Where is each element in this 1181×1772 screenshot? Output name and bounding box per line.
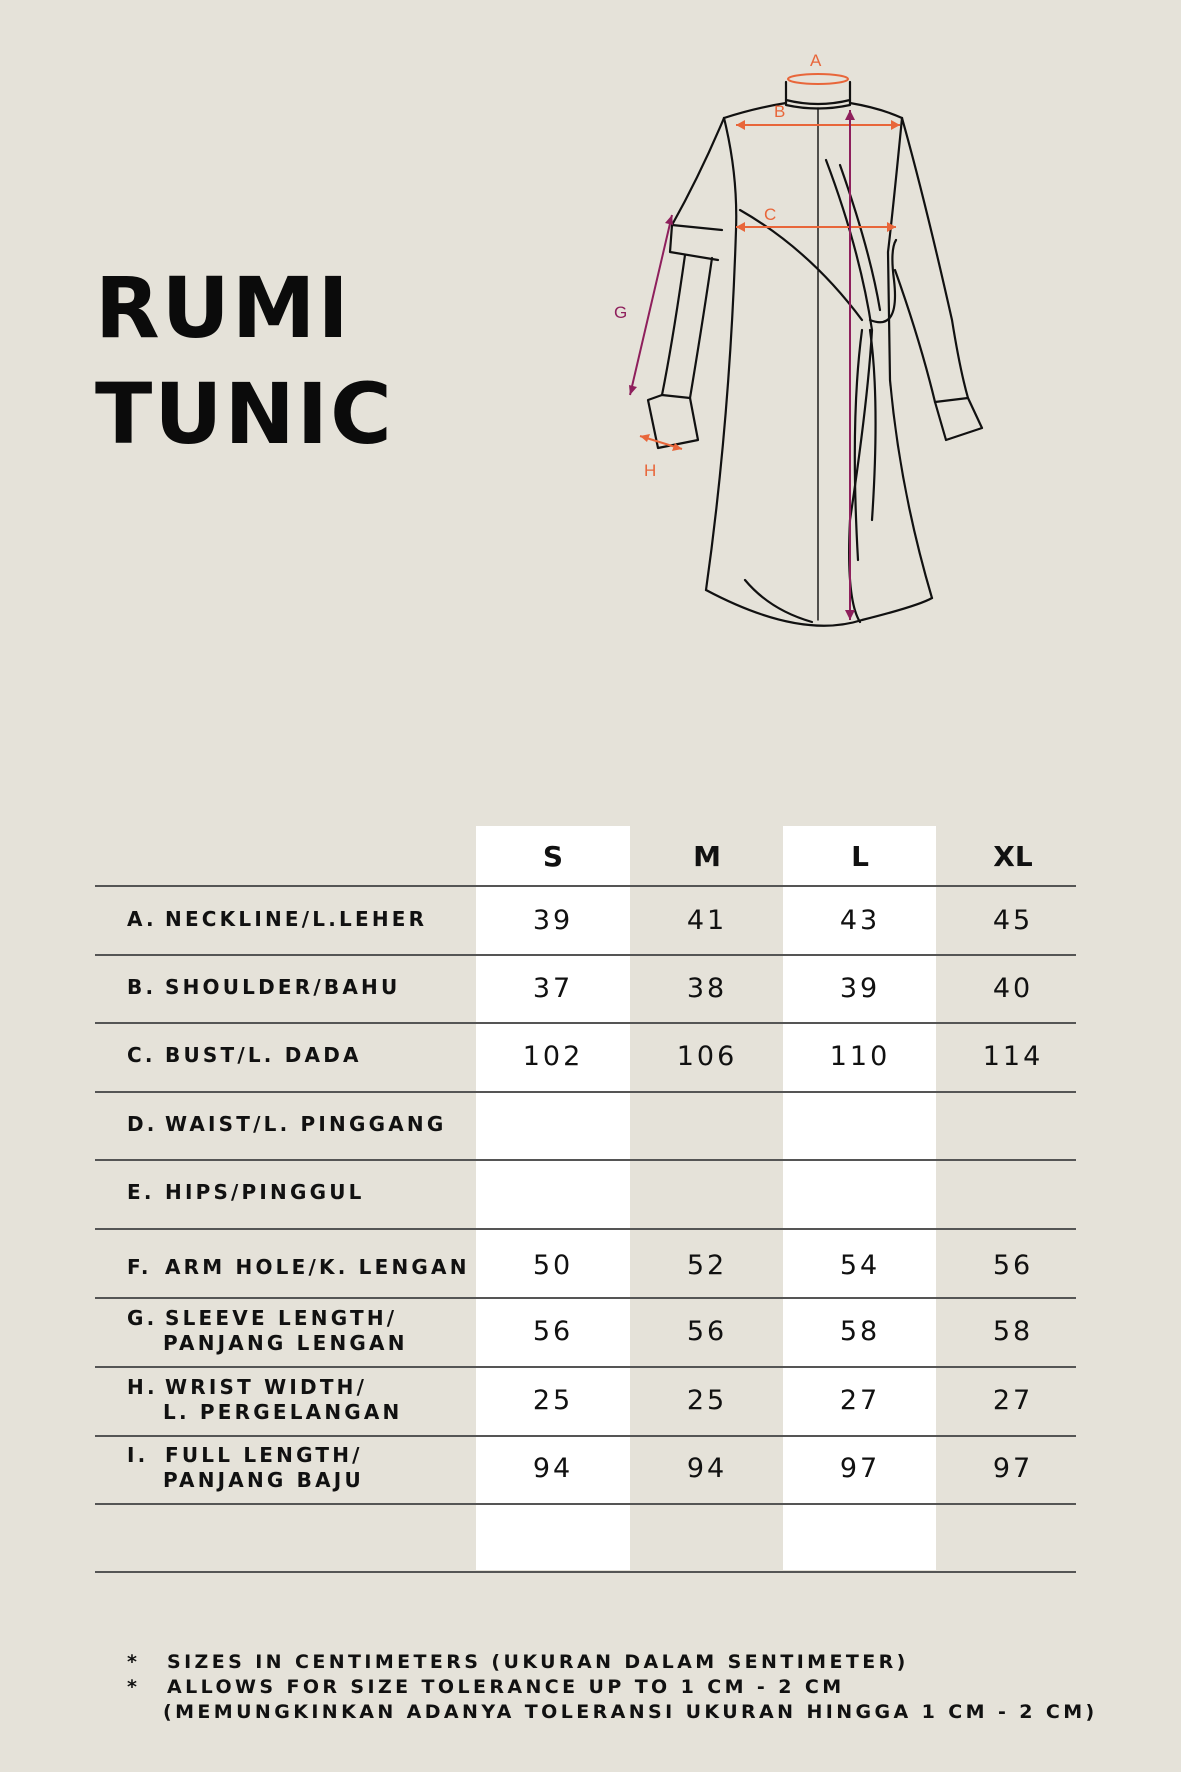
table-divider [95,954,1076,956]
note-bullet: * [127,1651,141,1673]
row-label-text: SHOULDER/BAHU [165,975,401,999]
table-divider [95,1022,1076,1024]
row-label-text: WRIST WIDTH/ [165,1375,368,1399]
note-tolerance-translation: (MEMUNGKINKAN ADANYA TOLERANSI UKURAN HINGGA 1 CM - 2 CM) [163,1701,1098,1723]
row-index: D. [127,1112,158,1136]
row-index: H. [127,1375,158,1399]
table-divider [95,1366,1076,1368]
table-cell: 94 [686,1453,728,1484]
note-bullet: * [127,1676,141,1698]
row-label-text: FULL LENGTH/ [165,1443,363,1467]
product-title [95,255,394,467]
table-divider [95,885,1076,887]
row-index: F. [127,1255,152,1279]
table-cell: 56 [532,1316,574,1347]
row-label-subtext: L. PERGELANGAN [163,1400,403,1424]
table-cell: 40 [992,973,1034,1004]
product-title-line2: TUNIC [95,365,394,463]
table-cell: 37 [532,973,574,1004]
size-header-xl: XL [993,840,1033,873]
product-title-line1: RUMI [95,259,351,357]
diagram-label-c: C [764,205,777,224]
table-cell: 54 [839,1250,881,1281]
table-row-label [127,907,427,932]
table-divider [95,1435,1076,1437]
row-index: G. [127,1306,158,1330]
row-label-text: ARM HOLE/K. LENGAN [165,1255,470,1279]
tunic-measurement-illustration [600,40,1020,660]
table-cell: 25 [532,1385,574,1416]
table-row-label [127,975,400,1000]
row-index: C. [127,1043,156,1067]
table-cell: 45 [992,905,1034,936]
table-cell: 94 [532,1453,574,1484]
table-cell: 43 [839,905,881,936]
table-cell: 58 [839,1316,881,1347]
table-cell: 97 [992,1453,1034,1484]
table-divider [95,1571,1076,1573]
row-label-subtext: PANJANG LENGAN [163,1331,408,1355]
row-label-text: HIPS/PINGGUL [165,1180,365,1204]
row-index: B. [127,975,157,999]
table-cell: 38 [686,973,728,1004]
table-cell: 114 [982,1041,1044,1072]
diagram-label-b: B [774,102,786,121]
table-cell: 110 [829,1041,891,1072]
table-row-label [127,1043,362,1068]
size-notes [127,1650,1098,1725]
table-row-label [127,1443,364,1493]
diagram-label-h: H [644,461,657,480]
table-cell: 56 [686,1316,728,1347]
table-cell: 27 [839,1385,881,1416]
table-cell: 56 [992,1250,1034,1281]
table-cell: 39 [839,973,881,1004]
row-label-subtext: PANJANG BAJU [163,1468,364,1492]
size-header-l: L [851,840,869,873]
table-cell: 50 [532,1250,574,1281]
table-divider [95,1091,1076,1093]
table-row-label [127,1255,470,1280]
table-cell: 97 [839,1453,881,1484]
row-label-text: NECKLINE/L.LEHER [165,907,428,931]
table-row-label [127,1306,408,1356]
row-index: A. [127,907,157,931]
table-divider [95,1228,1076,1230]
table-row-label [127,1375,403,1425]
table-divider [95,1297,1076,1299]
row-label-text: WAIST/L. PINGGANG [165,1112,447,1136]
table-cell: 41 [686,905,728,936]
table-cell: 106 [676,1041,738,1072]
table-cell: 58 [992,1316,1034,1347]
diagram-label-a: A [810,51,822,70]
table-divider [95,1503,1076,1505]
table-row-label [127,1112,446,1137]
note-units: SIZES IN CENTIMETERS (UKURAN DALAM SENTIMETER) [167,1651,909,1673]
table-cell: 39 [532,905,574,936]
table-cell: 25 [686,1385,728,1416]
table-row-label [127,1180,365,1205]
row-label-text: BUST/L. DADA [165,1043,362,1067]
note-tolerance: ALLOWS FOR SIZE TOLERANCE UP TO 1 CM - 2 CM [167,1676,845,1698]
table-cell: 102 [522,1041,584,1072]
row-index: I. [127,1443,149,1467]
table-divider [95,1159,1076,1161]
diagram-label-g: G [614,303,628,322]
size-header-m: M [693,840,721,873]
table-cell: 27 [992,1385,1034,1416]
table-cell: 52 [686,1250,728,1281]
size-header-s: S [542,840,564,873]
row-index: E. [127,1180,155,1204]
row-label-text: SLEEVE LENGTH/ [165,1306,398,1330]
